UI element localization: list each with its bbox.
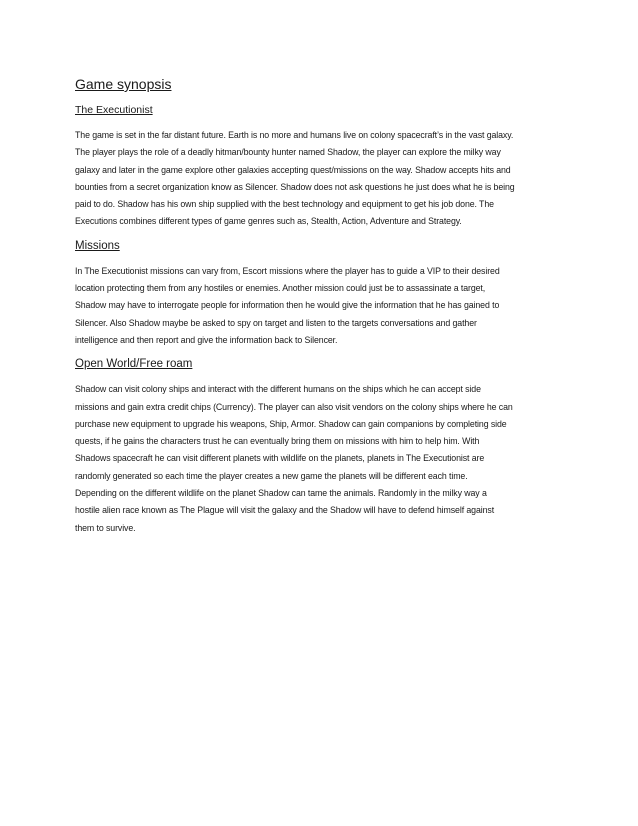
paragraph-line: The game is set in the far distant future. Earth is no more and humans live on colony spacecraft’s in the vast galaxy.	[75, 130, 514, 140]
paragraph-line: quests, if he gains the characters trust he can eventually bring them on missions with him to help him. With	[75, 436, 480, 447]
paragraph-line: Executions combines different types of game genres such as, Stealth, Action, Adventure and Strategy.	[75, 216, 462, 227]
paragraph-line: hostile alien race known as The Plague will visit the galaxy and the Shadow will have to defend himself against	[75, 505, 495, 516]
paragraph-line: intelligence and then report and give the information back to Silencer.	[75, 334, 338, 345]
paragraph-line: location protecting them from any hostiles or enemies. Another mission could just be to assassinate a target,	[75, 283, 486, 294]
paragraph-line: galaxy and later in the game explore other galaxies accepting quest/missions on the way. Shadow accepts hits and	[75, 164, 511, 175]
paragraph-line: Shadows spacecraft he can visit different planets with wildlife on the planets, planets in The Executionist are	[75, 453, 485, 464]
paragraph-line: paid to do. Shadow has his own ship supplied with the best technology and equipment to get his job done. The	[75, 199, 494, 210]
paragraph-line: missions and gain extra credit chips (Currency). The player can also visit vendors on the colony ships where he can	[75, 401, 513, 412]
paragraph-line: them to survive.	[75, 522, 136, 533]
paragraph-line: bounties from a secret organization know as Silencer. Shadow does not ask questions he just does what he is being	[75, 181, 515, 192]
section-heading-the-executionist: The Executionist	[75, 104, 153, 116]
section-paragraph-missions	[75, 263, 565, 349]
section-heading-open-world: Open World/Free roam	[75, 358, 193, 371]
paragraph-line: Depending on the different wildlife on the planet Shadow can tame the animals. Randomly in the milky way a	[75, 488, 487, 499]
section-paragraph-open-world	[75, 381, 565, 537]
paragraph-line: The player plays the role of a deadly hitman/bounty hunter named Shadow, the player can explore the milky way	[75, 147, 501, 158]
document-content	[75, 75, 565, 543]
paragraph-line: In The Executionist missions can vary from, Escort missions where the player has to guide a VIP to their desired	[75, 265, 500, 276]
paragraph-line: purchase new equipment to upgrade his weapons, Ship, Armor. Shadow can gain companions by completing side	[75, 418, 507, 429]
paragraph-line: Shadow can visit colony ships and interact with the different humans on the ships which he can accept side	[75, 384, 481, 395]
section-paragraph-the-executionist	[75, 127, 565, 231]
paragraph-line: randomly generated so each time the player creates a new game the planets will be different each time.	[75, 470, 468, 481]
paragraph-line: Silencer. Also Shadow maybe be asked to spy on target and listen to the targets conversations and gather	[75, 317, 477, 328]
section-heading-missions: Missions	[75, 239, 120, 252]
document-title: Game synopsis	[75, 76, 172, 92]
paragraph-line: Shadow may have to interrogate people for information then he would give the information that he has gained to	[75, 300, 500, 311]
